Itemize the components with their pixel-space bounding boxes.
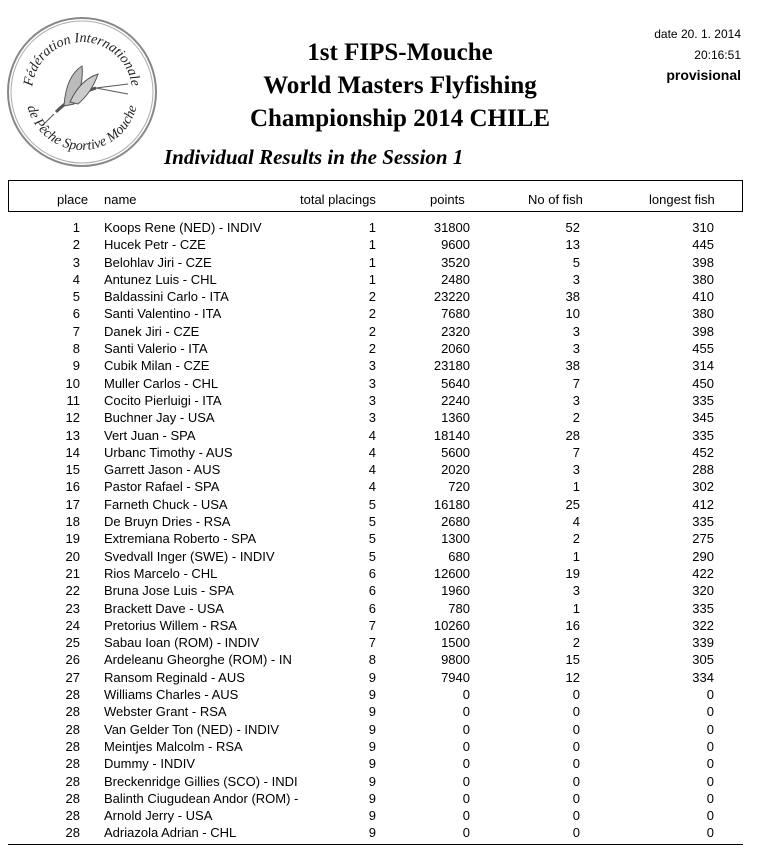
cell-longest-fish: 410 [692,289,714,305]
table-row [0,375,761,392]
cell-place: 20 [65,548,80,564]
cell-place: 28 [65,790,80,806]
cell-longest-fish: 314 [692,358,714,374]
cell-longest-fish: 0 [706,773,714,789]
table-row [0,392,761,409]
cell-longest-fish: 339 [692,635,714,651]
table-row [0,496,761,513]
cell-no-of-fish: 13 [565,237,580,253]
col-no-of-fish: No of fish [528,192,583,207]
cell-name: Extremiana Roberto - SPA [104,531,257,547]
cell-place: 17 [65,496,80,512]
cell-place: 10 [65,375,80,391]
cell-place: 24 [65,617,80,633]
col-total-placings: total placings [300,192,376,207]
cell-longest-fish: 335 [692,514,714,530]
cell-total-placings: 1 [368,271,376,287]
col-longest-fish: longest fish [649,192,715,207]
table-row [0,254,761,271]
cell-place: 25 [65,635,80,651]
svg-text:de Pêche Sportive Mouche [24,104,141,154]
cell-longest-fish: 302 [692,479,714,495]
table-row [0,444,761,461]
cell-place: 13 [65,427,80,443]
cell-name: Belohlav Jiri - CZE [104,254,212,270]
cell-points: 720 [448,479,470,495]
cell-total-placings: 5 [368,514,376,530]
fips-mouche-logo [4,14,160,170]
cell-no-of-fish: 52 [565,220,580,235]
cell-total-placings: 9 [368,790,376,806]
cell-place: 28 [65,756,80,772]
cell-points: 1300 [441,531,470,547]
cell-no-of-fish: 1 [572,479,580,495]
cell-longest-fish: 335 [692,600,714,616]
cell-total-placings: 6 [368,600,376,616]
cell-total-placings: 9 [368,704,376,720]
cell-points: 0 [462,790,470,806]
cell-place: 9 [72,358,80,374]
cell-place: 28 [65,687,80,703]
cell-no-of-fish: 3 [572,583,580,599]
table-row [0,790,761,807]
table-row [0,340,761,357]
cell-no-of-fish: 19 [565,565,580,581]
results-table-body [0,219,761,842]
cell-name: Dummy - INDIV [104,756,195,772]
cell-place: 28 [65,808,80,824]
col-name: name [104,192,137,207]
logo-arc-bottom: de Pêche Sportive Mouche [23,103,141,155]
cell-place: 15 [65,462,80,478]
cell-place: 1 [72,220,80,235]
cell-total-placings: 8 [368,652,376,668]
cell-longest-fish: 275 [692,531,714,547]
cell-total-placings: 3 [368,410,376,426]
table-row [0,582,761,599]
cell-total-placings: 5 [368,531,376,547]
footer-divider [8,844,743,845]
col-place: place [57,192,89,207]
cell-name: Hucek Petr - CZE [104,237,206,253]
table-row [0,807,761,824]
cell-name: Vert Juan - SPA [104,427,196,443]
cell-place: 28 [65,738,80,754]
cell-longest-fish: 335 [692,392,714,408]
table-row [0,236,761,253]
cell-total-placings: 3 [368,358,376,374]
table-row [0,565,761,582]
cell-no-of-fish: 38 [565,358,580,374]
table-row [0,600,761,617]
cell-total-placings: 9 [368,669,376,685]
cell-no-of-fish: 25 [565,496,580,512]
cell-total-placings: 9 [368,721,376,737]
cell-no-of-fish: 16 [565,617,580,633]
cell-longest-fish: 452 [692,444,714,460]
table-row [0,686,761,703]
cell-name: Arnold Jerry - USA [104,808,213,824]
cell-name: Santi Valerio - ITA [104,341,208,357]
cell-name: Webster Grant - RSA [104,704,227,720]
cell-points: 1500 [441,635,470,651]
logo-arc-top: Fédération Internationale [21,30,143,88]
table-row [0,669,761,686]
cell-points: 18140 [433,427,470,443]
title-line-2: World Masters Flyfishing [263,72,537,99]
title-line-3: Championship 2014 CHILE [249,105,551,132]
cell-name: Balinth Ciugudean Andor (ROM) - [104,790,299,806]
cell-name: Santi Valentino - ITA [104,306,222,322]
table-row [0,721,761,738]
cell-name: Pretorius Willem - RSA [104,617,237,633]
cell-no-of-fish: 3 [572,462,580,478]
cell-name: Svedvall Inger (SWE) - INDIV [104,548,275,564]
cell-name: Van Gelder Ton (NED) - INDIV [104,721,280,737]
cell-no-of-fish: 2 [572,531,580,547]
cell-no-of-fish: 0 [572,704,580,720]
cell-place: 2 [72,237,80,253]
cell-total-placings: 2 [368,323,376,339]
title-line-1: 1st FIPS-Mouche [307,39,493,66]
cell-no-of-fish: 0 [572,773,580,789]
cell-longest-fish: 305 [692,652,714,668]
cell-longest-fish: 320 [692,583,714,599]
cell-name: Baldassini Carlo - ITA [104,289,229,305]
cell-longest-fish: 380 [692,271,714,287]
cell-points: 2060 [441,341,470,357]
table-row [0,755,761,772]
cell-no-of-fish: 3 [572,271,580,287]
cell-name: Pastor Rafael - SPA [104,479,220,495]
cell-total-placings: 6 [368,565,376,581]
cell-points: 0 [462,825,470,841]
cell-total-placings: 4 [368,462,376,478]
cell-total-placings: 9 [368,773,376,789]
cell-longest-fish: 380 [692,306,714,322]
cell-place: 28 [65,721,80,737]
mayfly-icon [44,66,128,124]
cell-place: 4 [72,271,80,287]
cell-name: Bruna Jose Luis - SPA [104,583,234,599]
cell-no-of-fish: 0 [572,825,580,841]
cell-name: Buchner Jay - USA [104,410,215,426]
table-row [0,357,761,374]
cell-total-placings: 3 [368,392,376,408]
cell-longest-fish: 445 [692,237,714,253]
table-row [0,427,761,444]
cell-no-of-fish: 2 [572,635,580,651]
cell-total-placings: 1 [368,254,376,270]
cell-place: 26 [65,652,80,668]
cell-total-placings: 5 [368,496,376,512]
cell-total-placings: 4 [368,427,376,443]
table-row [0,634,761,651]
cell-total-placings: 2 [368,341,376,357]
cell-place: 28 [65,704,80,720]
cell-name: De Bruyn Dries - RSA [104,514,231,530]
cell-longest-fish: 0 [706,825,714,841]
cell-longest-fish: 335 [692,427,714,443]
cell-place: 22 [65,583,80,599]
cell-points: 23180 [433,358,470,374]
cell-total-placings: 9 [368,808,376,824]
cell-no-of-fish: 7 [572,444,580,460]
cell-points: 780 [448,600,470,616]
cell-longest-fish: 290 [692,548,714,564]
cell-points: 7940 [441,669,470,685]
cell-name: Muller Carlos - CHL [104,375,219,391]
cell-no-of-fish: 2 [572,410,580,426]
cell-no-of-fish: 1 [572,548,580,564]
cell-longest-fish: 310 [692,220,714,235]
table-row [0,271,761,288]
cell-place: 3 [72,254,80,270]
cell-place: 12 [65,410,80,426]
cell-no-of-fish: 3 [572,323,580,339]
cell-name: Farneth Chuck - USA [104,496,228,512]
cell-points: 2240 [441,392,470,408]
cell-points: 2680 [441,514,470,530]
cell-total-placings: 1 [368,237,376,253]
cell-name: Garrett Jason - AUS [104,462,221,478]
cell-points: 9600 [441,237,470,253]
cell-points: 23220 [433,289,470,305]
table-row [0,617,761,634]
cell-name: Breckenridge Gillies (SCO) - INDI [104,773,298,789]
cell-points: 2480 [441,271,470,287]
cell-no-of-fish: 1 [572,600,580,616]
cell-name: Ardeleanu Gheorghe (ROM) - IN [104,652,292,668]
cell-place: 18 [65,514,80,530]
cell-total-placings: 6 [368,583,376,599]
table-row [0,738,761,755]
cell-place: 27 [65,669,80,685]
cell-no-of-fish: 5 [572,254,580,270]
cell-total-placings: 2 [368,306,376,322]
report-time: 20:16:51 [694,48,741,62]
cell-place: 21 [65,565,80,581]
cell-longest-fish: 412 [692,496,714,512]
cell-points: 5600 [441,444,470,460]
cell-total-placings: 3 [368,375,376,391]
cell-name: Cubik Milan - CZE [104,358,210,374]
cell-place: 14 [65,444,80,460]
cell-points: 3520 [441,254,470,270]
cell-points: 0 [462,773,470,789]
cell-no-of-fish: 0 [572,756,580,772]
cell-name: Antunez Luis - CHL [104,271,217,287]
cell-place: 28 [65,825,80,841]
cell-points: 5640 [441,375,470,391]
cell-points: 0 [462,756,470,772]
cell-no-of-fish: 3 [572,392,580,408]
cell-points: 2320 [441,323,470,339]
cell-longest-fish: 0 [706,738,714,754]
cell-longest-fish: 345 [692,410,714,426]
report-date: date 20. 1. 2014 [654,27,741,41]
cell-points: 16180 [433,496,470,512]
cell-total-placings: 1 [368,220,376,235]
table-row [0,461,761,478]
cell-points: 0 [462,738,470,754]
cell-name: Ransom Reginald - AUS [104,669,245,685]
cell-name: Adriazola Adrian - CHL [104,825,237,841]
cell-place: 6 [72,306,80,322]
cell-total-placings: 9 [368,738,376,754]
cell-total-placings: 4 [368,444,376,460]
cell-no-of-fish: 0 [572,687,580,703]
cell-no-of-fish: 0 [572,790,580,806]
cell-points: 1360 [441,410,470,426]
cell-total-placings: 2 [368,289,376,305]
cell-name: Rios Marcelo - CHL [104,565,218,581]
cell-place: 16 [65,479,80,495]
cell-place: 5 [72,289,80,305]
cell-longest-fish: 0 [706,704,714,720]
cell-name: Brackett Dave - USA [104,600,224,616]
cell-total-placings: 9 [368,825,376,841]
cell-total-placings: 7 [368,635,376,651]
cell-points: 0 [462,721,470,737]
cell-no-of-fish: 28 [565,427,580,443]
table-row [0,409,761,426]
cell-total-placings: 9 [368,687,376,703]
cell-longest-fish: 0 [706,756,714,772]
table-row [0,773,761,790]
cell-total-placings: 7 [368,617,376,633]
session-subtitle: Individual Results in the Session 1 [164,145,464,169]
table-row [0,651,761,668]
cell-no-of-fish: 10 [565,306,580,322]
cell-longest-fish: 0 [706,721,714,737]
table-row [0,513,761,530]
cell-place: 8 [72,341,80,357]
cell-place: 23 [65,600,80,616]
table-row [0,548,761,565]
cell-longest-fish: 288 [692,462,714,478]
cell-name: Urbanc Timothy - AUS [104,444,233,460]
cell-points: 0 [462,687,470,703]
cell-points: 7680 [441,306,470,322]
cell-no-of-fish: 12 [565,669,580,685]
cell-name: Koops Rene (NED) - INDIV [104,220,262,235]
cell-total-placings: 4 [368,479,376,495]
cell-place: 11 [66,392,80,408]
cell-longest-fish: 398 [692,254,714,270]
cell-longest-fish: 334 [692,669,714,685]
table-row [0,824,761,841]
cell-total-placings: 5 [368,548,376,564]
cell-longest-fish: 0 [706,790,714,806]
table-row [0,288,761,305]
cell-name: Danek Jiri - CZE [104,323,200,339]
cell-points: 9800 [441,652,470,668]
cell-place: 28 [65,773,80,789]
cell-points: 2020 [441,462,470,478]
cell-no-of-fish: 4 [572,514,580,530]
cell-longest-fish: 398 [692,323,714,339]
cell-points: 0 [462,808,470,824]
table-row [0,323,761,340]
cell-points: 0 [462,704,470,720]
cell-no-of-fish: 0 [572,721,580,737]
cell-total-placings: 9 [368,756,376,772]
cell-points: 12600 [433,565,470,581]
status-label: provisional [666,67,741,83]
cell-points: 680 [448,548,470,564]
cell-name: Williams Charles - AUS [104,687,239,703]
cell-longest-fish: 0 [706,687,714,703]
cell-name: Cocito Pierluigi - ITA [104,392,222,408]
cell-name: Sabau Ioan (ROM) - INDIV [104,635,260,651]
table-row [0,478,761,495]
table-row [0,219,761,236]
cell-longest-fish: 0 [706,808,714,824]
cell-no-of-fish: 0 [572,808,580,824]
cell-points: 1960 [441,583,470,599]
table-row [0,703,761,720]
cell-name: Meintjes Malcolm - RSA [104,738,243,754]
col-points: points [430,192,465,207]
cell-no-of-fish: 3 [572,341,580,357]
table-header [8,180,743,212]
cell-place: 19 [65,531,80,547]
cell-no-of-fish: 0 [572,738,580,754]
cell-longest-fish: 322 [692,617,714,633]
cell-longest-fish: 450 [692,375,714,391]
table-row [0,530,761,547]
cell-longest-fish: 422 [692,565,714,581]
table-row [0,305,761,322]
cell-place: 7 [72,323,80,339]
cell-points: 10260 [433,617,470,633]
cell-longest-fish: 455 [692,341,714,357]
cell-no-of-fish: 7 [572,375,580,391]
cell-points: 31800 [433,220,470,235]
cell-no-of-fish: 15 [565,652,580,668]
cell-no-of-fish: 38 [565,289,580,305]
